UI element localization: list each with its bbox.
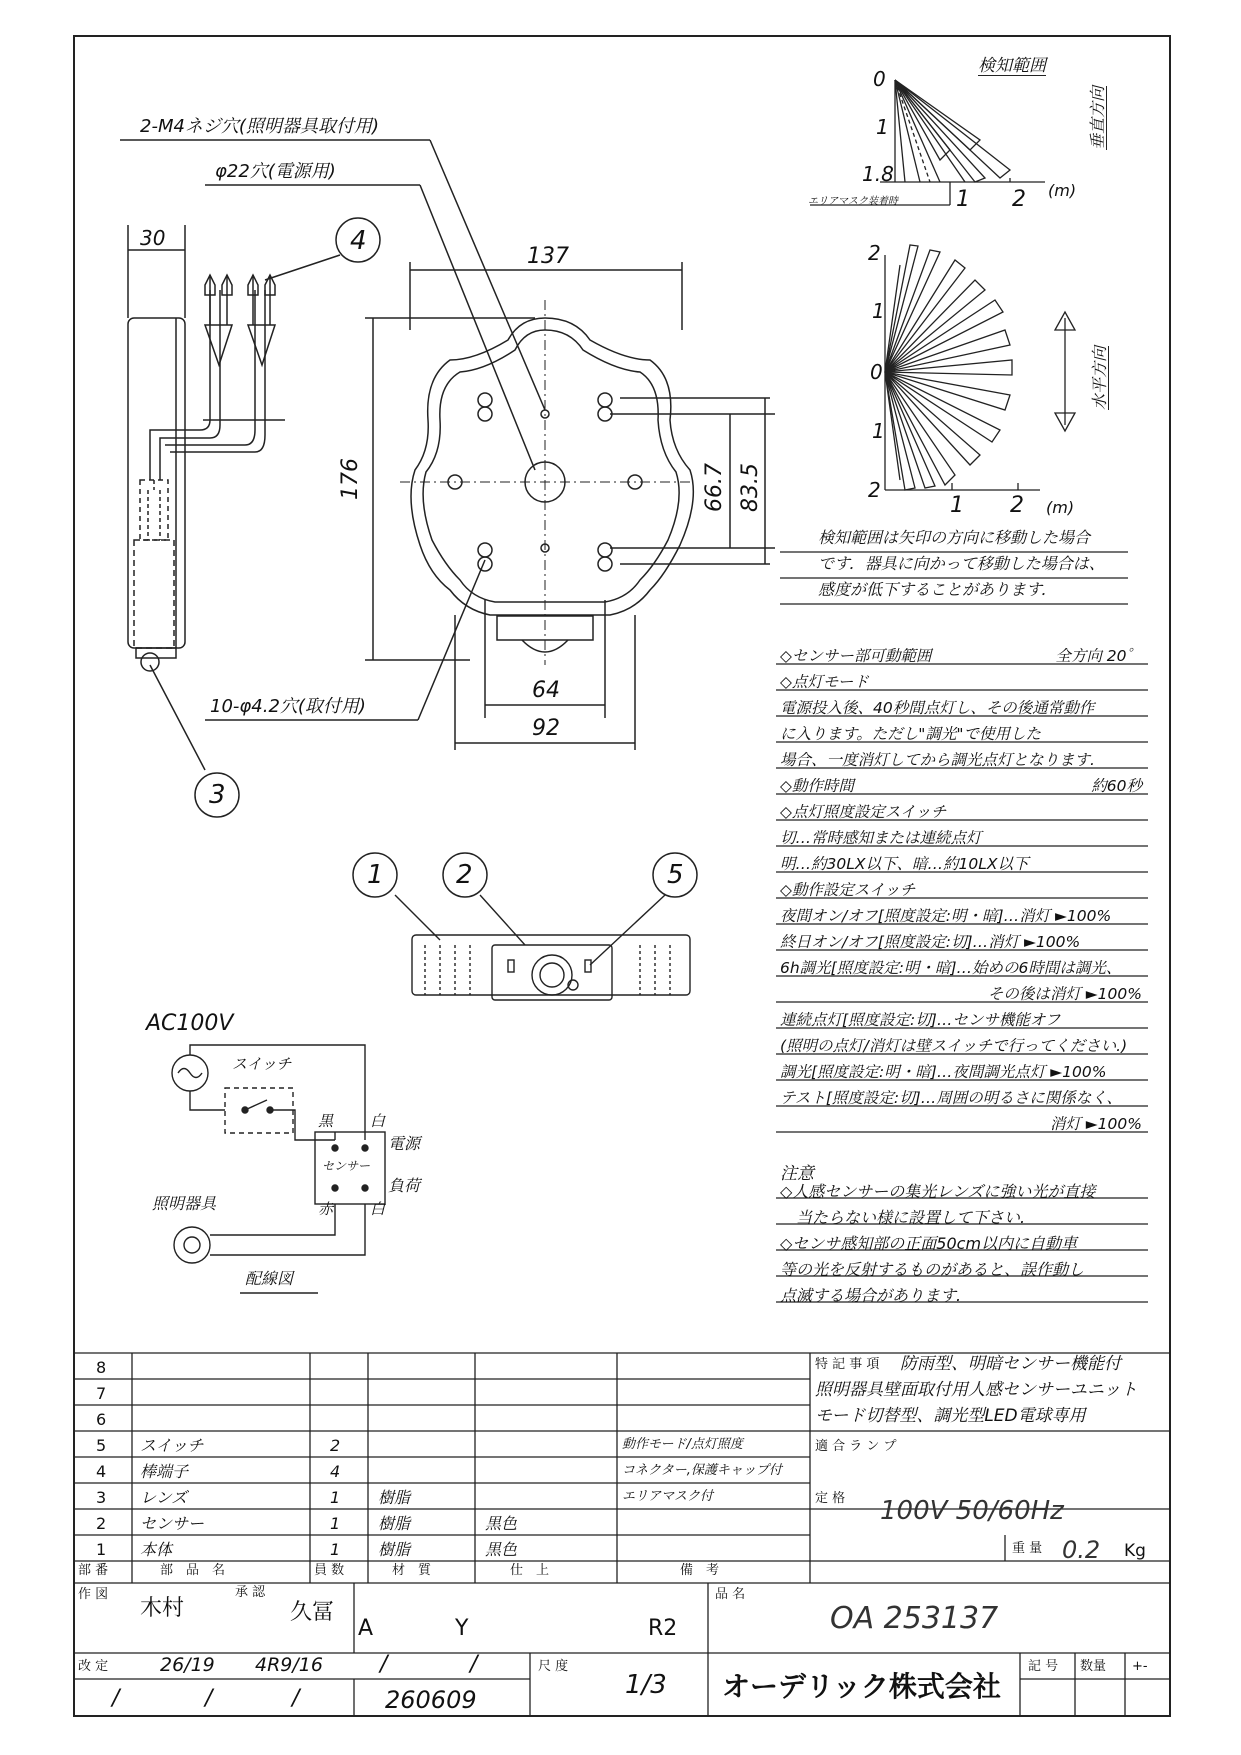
load-terminal-label: 負荷 [388,1176,421,1195]
dim-83-5: 83.5 [738,463,763,512]
rating-label: 定 格 [815,1491,846,1506]
spec-right: 消灯 ►100% [1049,1115,1142,1133]
wire-black-label: 黒 [318,1112,334,1130]
product-name-label: 品 名 [715,1587,746,1602]
h-x-tick-2: 2 [1010,493,1024,518]
caution-line-5: 点滅する場合があります. [780,1286,962,1305]
spec-line [776,900,1148,926]
spec-text: 夜間オン/オフ[照度設定:明・暗]…消灯 ►100% [780,907,1112,925]
header-finish: 仕 上 [510,1563,550,1578]
spec-text: 明…約30LX以下、暗…約10LX以下 [780,855,1029,873]
screw-hole-label: 2-M4ネジ穴(照明器具取付用) [140,116,379,137]
code-a: A [358,1616,374,1641]
vertical-direction-label: 垂直方向 [1088,85,1107,150]
spec-line [776,1030,1148,1056]
v-x-tick-1: 1 [956,187,970,212]
callout-2: 2 [456,860,473,890]
revision-slash-1: / [380,1652,388,1677]
parts-cell-qty: 1 [330,1488,341,1507]
parts-cell-name: スイッチ [140,1436,204,1455]
h-tick-2-bottom: 2 [868,478,881,502]
approved-label: 承 認 [235,1585,266,1600]
h-tick-1-top: 1 [872,299,885,323]
weight-unit: Kg [1124,1541,1146,1561]
header-remark: 備 考 [680,1563,720,1578]
vertical-range-diagram [810,80,1045,205]
spec-right: 約60秒 [1091,777,1142,795]
callout-1: 1 [367,860,384,890]
lamp-label: 照明器具 [152,1194,217,1213]
revision-slash-5: / [292,1686,300,1711]
code-r2: R2 [648,1616,678,1641]
parts-cell-finish: 黒色 [485,1540,518,1559]
revision-slash-2: / [470,1652,478,1677]
spec-line [776,640,1148,666]
quantity-label: 数量 [1080,1659,1107,1674]
range-note-2: です．器具に向かって移動した場合は、 [818,554,1105,573]
header-no: 部 番 [78,1563,109,1578]
ac-label: AC100V [146,1011,234,1036]
parts-cell-material: 樹脂 [378,1488,411,1507]
special-note-2: 照明器具壁面取付用人感センサーユニット [815,1380,1138,1400]
spec-text: 終日オン/オフ[照度設定:切]…消灯 ►100% [780,933,1081,951]
sensor-box-label: センサー [322,1159,371,1173]
v-tick-1: 1 [876,115,889,139]
h-x-tick-1: 1 [950,493,964,518]
spec-text: 調光[照度設定:明・暗]…夜間調光点灯 ►100% [780,1063,1107,1081]
parts-cell-no: 7 [96,1384,107,1403]
scale-value: 1/3 [625,1670,667,1700]
switch-label: スイッチ [232,1055,292,1073]
v-tick-0: 0 [873,67,886,91]
callout-5: 5 [667,860,684,890]
spec-line [776,978,1148,1004]
spec-line [776,692,1148,718]
wiring-title: 配線図 [245,1269,294,1288]
product-code: OA 253137 [830,1601,999,1636]
parts-cell-qty: 1 [330,1540,341,1559]
revision-1: 26/19 [160,1654,215,1676]
spec-line [776,1108,1148,1134]
approved-by: 久冨 [290,1600,335,1625]
callout-3: 3 [209,780,226,810]
wire-white-label-2: 白 [370,1200,386,1218]
spec-text: ◇センサー部可動範囲 [780,647,932,665]
spec-line [776,952,1148,978]
compatible-lamp-label: 適 合 ラ ン プ [815,1439,897,1454]
mount-hole-label: 10-φ4.2穴(取付用) [210,696,366,717]
spec-line [776,1082,1148,1108]
parts-cell-finish: 黒色 [485,1514,518,1533]
callout-4: 4 [350,226,367,256]
parts-cell-no: 5 [96,1436,107,1455]
spec-list [776,640,1148,1134]
parts-cell-no: 6 [96,1410,107,1429]
spec-line [776,770,1148,796]
spec-line [776,874,1148,900]
parts-cell-no: 8 [96,1358,107,1377]
spec-text: ◇点灯モード [780,673,869,691]
parts-cell-remark: エリアマスク付 [622,1489,714,1504]
power-terminal-label: 電源 [388,1134,421,1153]
power-hole-label: φ22穴(電源用) [215,161,336,182]
spec-line [776,822,1148,848]
spec-line [776,926,1148,952]
parts-cell-remark: 動作モード/点灯照度 [622,1437,743,1452]
spec-text: テスト[照度設定:切]…周囲の明るさに関係なく、 [780,1089,1122,1107]
symbol-label: 記 号 [1028,1659,1059,1674]
date-code: 260609 [385,1686,477,1714]
parts-cell-name: センサー [140,1514,205,1533]
v-unit: (m) [1048,181,1077,200]
spec-text: ◇動作時間 [780,777,854,795]
horizontal-direction-label: 水平方向 [1090,345,1109,410]
spec-text: 切…常時感知または連続点灯 [780,829,982,847]
dim-30: 30 [140,226,166,250]
spec-line [776,1056,1148,1082]
parts-cell-qty: 2 [330,1436,341,1455]
side-view-drawing [128,225,285,671]
spec-line [776,796,1148,822]
drawn-by: 木村 [140,1596,185,1621]
wire-white-label-1: 白 [370,1112,386,1130]
spec-line [776,1004,1148,1030]
spec-right: 全方向 20゜ [1055,647,1142,665]
revision-slash-3: / [112,1686,120,1711]
revision-label: 改 定 [78,1659,109,1674]
spec-line [776,744,1148,770]
parts-cell-material: 樹脂 [378,1540,411,1559]
spec-line [776,718,1148,744]
special-note-1: 防雨型、明暗センサー機能付 [900,1354,1121,1374]
range-note-3: 感度が低下することがあります． [818,580,1057,599]
special-note-3: モード切替型、調光型LED電球専用 [815,1406,1086,1426]
spec-text: 6h調光[照度設定:明・暗]…始めの6時間は調光、 [780,959,1122,977]
caution-line-4: 等の光を反射するものがあると、誤作動し [780,1260,1085,1279]
bottom-view-drawing [395,895,690,1000]
parts-cell-name: レンズ [140,1488,188,1507]
parts-cell-no: 4 [96,1462,107,1481]
h-tick-2-top: 2 [868,241,881,265]
parts-cell-name: 本体 [140,1540,173,1559]
parts-cell-remark: コネクター,保護キャップ付 [622,1463,782,1478]
header-name: 部 品 名 [160,1563,226,1578]
front-view-drawing [120,140,775,770]
header-qty: 員 数 [314,1563,345,1578]
rating-value: 100V 50/60Hz [880,1496,1064,1526]
dim-92: 92 [532,716,560,741]
dim-64: 64 [532,678,560,703]
spec-text: 連続点灯[照度設定:切]…センサ機能オフ [780,1011,1061,1029]
spec-text: 場合、一度消灯してから調光点灯となります. [780,751,1095,769]
spec-text: ◇動作設定スイッチ [780,881,916,899]
caution-line-1: ◇人感センサーの集光レンズに強い光が直接 [780,1182,1096,1201]
parts-cell-qty: 4 [330,1462,341,1481]
spec-line [776,666,1148,692]
parts-cell-no: 2 [96,1514,107,1533]
special-notes-label: 特 記 事 項 [815,1357,880,1372]
spec-right: その後は消灯 ►100% [987,985,1142,1003]
caution-title: 注意 [780,1164,814,1184]
v-tick-1-8: 1.8 [862,162,894,186]
parts-cell-no: 3 [96,1488,107,1507]
spec-text: に入ります。ただし"調光"で使用した [780,725,1042,743]
spec-text: (照明の点灯/消灯は壁スイッチで行ってください.) [780,1037,1128,1055]
spec-text: 電源投入後、40秒間点灯し、その後通常動作 [780,699,1095,717]
code-y: Y [455,1616,469,1641]
header-material: 材 質 [392,1563,432,1578]
plus-minus-label: +- [1132,1659,1148,1674]
h-unit: (m) [1046,498,1075,517]
caution-line-2: 当たらない様に設置して下さい. [796,1208,1026,1227]
range-note-1: 検知範囲は矢印の方向に移動した場合 [818,528,1091,547]
parts-cell-material: 樹脂 [378,1514,411,1533]
v-x-tick-2: 2 [1012,187,1026,212]
area-mask-label: エリアマスク装着時 [808,196,898,207]
parts-cell-name: 棒端子 [140,1462,189,1481]
weight-label: 重 量 [1012,1541,1043,1556]
wire-red-label: 赤 [318,1200,334,1218]
h-tick-0: 0 [870,360,883,384]
dim-66-7: 66.7 [702,463,727,512]
detect-title: 検知範囲 [978,56,1046,76]
caution-line-3: ◇センサ感知部の正面50cm以内に自動車 [780,1234,1078,1253]
dim-137: 137 [527,244,569,269]
spec-line [776,848,1148,874]
scale-label: 尺 度 [538,1659,569,1674]
parts-cell-no: 1 [96,1540,107,1559]
horizontal-range-diagram [885,245,1075,490]
dim-176: 176 [338,458,363,500]
parts-cell-qty: 1 [330,1514,341,1533]
h-tick-1-bottom: 1 [872,419,885,443]
revision-slash-4: / [205,1686,213,1711]
weight-value: 0.2 [1062,1536,1101,1564]
drawn-label: 作 図 [78,1587,109,1602]
company-name: オーデリック株式会社 [722,1671,1001,1702]
revision-2: 4R9/16 [255,1654,323,1676]
spec-text: ◇点灯照度設定スイッチ [780,803,947,821]
